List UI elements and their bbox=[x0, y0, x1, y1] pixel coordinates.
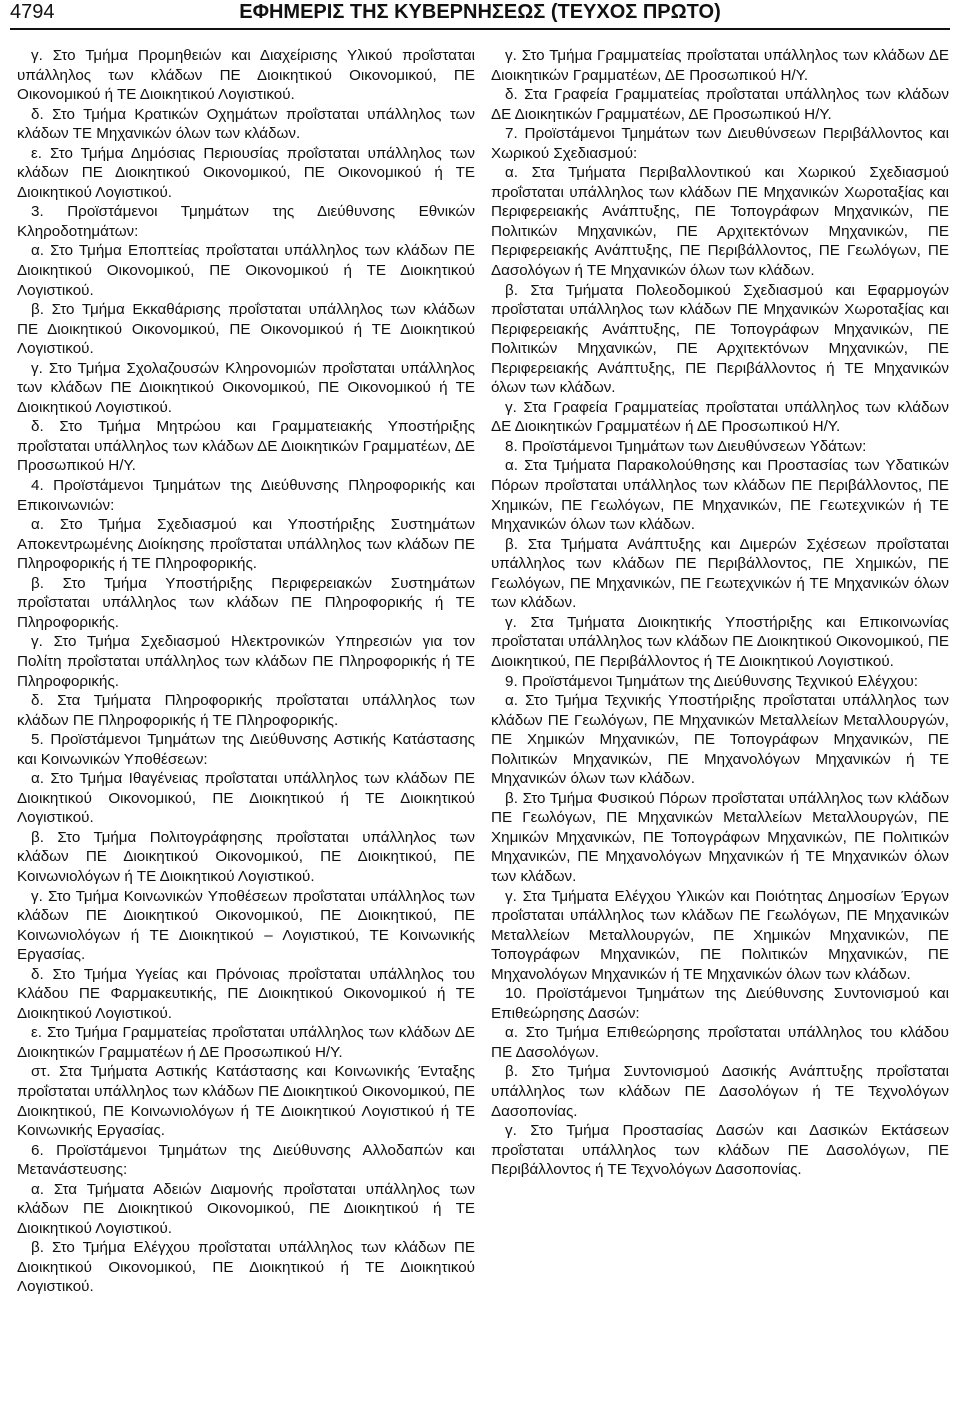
paragraph: β. Στο Τμήμα Εκκαθάρισης προΐσταται υπάλληλος των κλάδων ΠΕ Διοικητικού Οικονομικού, ΠΕ Οικονομικού ή ΤΕ Διοικητικού Λογιστικού. bbox=[17, 301, 475, 358]
paragraph: 8. Προϊστάμενοι Τμημάτων των Διευθύνσεων Υδάτων: bbox=[505, 437, 867, 455]
paragraph: β. Στο Τμήμα Συντονισμού Δασικής Ανάπτυξης προΐσταται υπάλληλος των κλάδων ΠΕ Δασολόγων ή ΤΕ Τεχνολόγων Δασοπονίας. bbox=[491, 1063, 949, 1120]
paragraph: 6. Προϊστάμενοι Τμημάτων της Διεύθυνσης Αλλοδαπών και Μετανάστευσης: bbox=[17, 1141, 475, 1179]
page-number: 4794 bbox=[10, 1, 55, 23]
paragraph: α. Στο Τμήμα Ιθαγένειας προΐσταται υπάλληλος των κλάδων ΠΕ Διοικητικού Οικονομικού, ΠΕ Διοικητικού ή ΤΕ Διοικητικού Λογιστικού. bbox=[17, 770, 475, 827]
page-header bbox=[10, 0, 950, 30]
paragraph: 10. Προϊστάμενοι Τμημάτων της Διεύθυνσης Συντονισμού και Επιθεώρησης Δασών: bbox=[491, 985, 949, 1022]
paragraph: δ. Στο Τμήμα Μητρώου και Γραμματειακής Υποστήριξης προΐσταται υπάλληλος των κλάδων ΔΕ Διοικητικών Γραμματέων, ΔΕ Προσωπικού Η/Υ. bbox=[17, 418, 475, 475]
paragraph: β. Στα Τμήματα Πολεοδομικού Σχεδιασμού και Εφαρμογών προΐσταται υπάλληλος των κλάδων ΠΕ Μηχανικών Χωροταξίας και Περιφερειακής Ανάπτυξης, ΠΕ Τοπογράφων Μηχανικών, ΠΕ Πολιτικών Μηχανικών, ΠΕ Αρχιτεκτόνων Μηχανικών, ΠΕ Περιφερειακής Ανάπτυξης, ΠΕ Περιβάλλοντος ή ΤΕ Μηχανικών όλων των κλάδων. bbox=[491, 281, 949, 397]
paragraph: δ. Στο Τμήμα Κρατικών Οχημάτων προΐσταται υπάλληλος των κλάδων ΤΕ Μηχανικών όλων των κλάδων. bbox=[17, 105, 475, 143]
paragraph: α. Στο Τμήμα Εποπτείας προΐσταται υπάλληλος των κλάδων ΠΕ Διοικητικού Οικονομικού, ΠΕ Οικονομικού ή ΤΕ Διοικητικού Λογιστικού. bbox=[17, 242, 475, 299]
paragraph: α. Στο Τμήμα Τεχνικής Υποστήριξης προΐσταται υπάλληλος των κλάδων ΠΕ Γεωλόγων, ΠΕ Μηχανικών Μεταλλείων Μεταλλουργών, ΠΕ Χημικών Μηχανικών, ΠΕ Τοπογράφων Μηχανικών, ΠΕ Πολιτικών Μηχανικών, ΠΕ Μηχανολόγων Μηχανικών ή ΤΕ Μηχανικών όλων των κλάδων. bbox=[491, 692, 949, 788]
paragraph: β. Στο Τμήμα Φυσικού Πόρων προΐσταται υπάλληλος των κλάδων ΠΕ Γεωλόγων, ΠΕ Μηχανικών Μεταλλείων Μεταλλουργών, ΠΕ Χημικών Μηχανικών, ΠΕ Τοπογράφων Μηχανικών, ΠΕ Πολιτικών Μηχανικών, ΠΕ Μηχανολόγων Μηχανικών ή ΤΕ Μηχανικών όλων των κλάδων. bbox=[491, 789, 949, 885]
paragraph: γ. Στο Τμήμα Κοινωνικών Υποθέσεων προΐσταται υπάλληλος των κλάδων ΠΕ Διοικητικού Οικονομικού, ΠΕ Διοικητικού, ΠΕ Κοινωνιολόγων ή ΤΕ Διοικητικού – Λογιστικού, ΤΕ Κοινωνικής Εργασίας. bbox=[17, 887, 475, 964]
paragraph: β. Στο Τμήμα Ελέγχου προΐσταται υπάλληλος των κλάδων ΠΕ Διοικητικού Οικονομικού, ΠΕ Διοικητικού ή ΤΕ Διοικητικού Λογιστικού. bbox=[17, 1239, 475, 1296]
paragraph: γ. Στο Τμήμα Σχεδιασμού Ηλεκτρονικών Υπηρεσιών για τον Πολίτη προΐσταται υπάλληλος των κλάδων ΠΕ Πληροφορικής ή ΤΕ Πληροφορικής. bbox=[17, 633, 475, 690]
paragraph: δ. Στο Τμήμα Υγείας και Πρόνοιας προΐσταται υπάλληλος του Κλάδου ΠΕ Φαρμακευτικής, ΠΕ Διοικητικού Οικονομικού ή ΤΕ Διοικητικού Λογιστικού. bbox=[17, 965, 475, 1022]
left-column bbox=[17, 46, 475, 1297]
paragraph: β. Στο Τμήμα Υποστήριξης Περιφερειακών Συστημάτων προΐσταται υπάλληλος των κλάδων ΠΕ Πληροφορικής ή ΤΕ Πληροφορικής. bbox=[17, 574, 475, 631]
paragraph: γ. Στο Τμήμα Προμηθειών και Διαχείρισης Υλικού προΐσταται υπάλληλος των κλάδων ΠΕ Διοικητικού Οικονομικού, ΠΕ Οικονομικού ή ΤΕ Διοικητικού Λογιστικού. bbox=[17, 47, 475, 104]
paragraph: 5. Προϊστάμενοι Τμημάτων της Διεύθυνσης Αστικής Κατάστασης και Κοινωνικών Υποθέσεων: bbox=[17, 731, 475, 768]
paragraph: ε. Στο Τμήμα Δημόσιας Περιουσίας προΐσταται υπάλληλος των κλάδων ΠΕ Διοικητικού Οικονομικού, ΠΕ Οικονομικού ή ΤΕ Διοικητικού Λογιστικού. bbox=[17, 144, 475, 201]
paragraph: γ. Στο Τμήμα Σχολαζουσών Κληρονομιών προΐσταται υπάλληλος των κλάδων ΠΕ Διοικητικού Οικονομικού, ΠΕ Οικονομικού ή ΤΕ Διοικητικού Λογιστικού. bbox=[17, 359, 475, 416]
paragraph: α. Στα Τμήματα Παρακολούθησης και Προστασίας των Υδατικών Πόρων προΐσταται υπάλληλος των κλάδων ΠΕ Περιβάλλοντος, ΠΕ Χημικών, ΠΕ Γεωλόγων, ΠΕ Μηχανικών, ΠΕ Γεωτεχνικών ή ΤΕ Μηχανικών όλων των κλάδων. bbox=[491, 457, 949, 534]
paragraph: ε. Στο Τμήμα Γραμματείας προΐσταται υπάλληλος των κλάδων ΔΕ Διοικητικών Γραμματέων ή ΔΕ Προσωπικού Η/Υ. bbox=[17, 1024, 475, 1061]
paragraph: γ. Στο Τμήμα Προστασίας Δασών και Δασικών Εκτάσεων προΐσταται υπάλληλος των κλάδων ΠΕ Δασολόγων, ΠΕ Περιβάλλοντος ή ΤΕ Τεχνολόγων Δασοπονίας. bbox=[491, 1122, 949, 1179]
paragraph: α. Στο Τμήμα Σχεδιασμού και Υποστήριξης Συστημάτων Αποκεντρωμένης Διοίκησης προΐσταται υπάλληλος των κλάδων ΠΕ Πληροφορικής ή ΤΕ Πληροφορικής. bbox=[17, 516, 475, 573]
paragraph: δ. Στα Τμήματα Πληροφορικής προΐσταται υπάλληλος των κλάδων ΠΕ Πληροφορικής ή ΤΕ Πληροφορικής. bbox=[17, 692, 475, 729]
right-column bbox=[491, 46, 949, 1180]
paragraph: β. Στα Τμήματα Ανάπτυξης και Διμερών Σχέσεων προΐσταται υπάλληλος των κλάδων ΠΕ Περιβάλλοντος, ΠΕ Χημικών, ΠΕ Γεωλόγων, ΠΕ Μηχανικών, ΠΕ Γεωτεχνικών ή ΤΕ Μηχανικών όλων των κλάδων. bbox=[491, 535, 949, 612]
paragraph: α. Στα Τμήματα Περιβαλλοντικού και Χωρικού Σχεδιασμού προΐσταται υπάλληλος των κλάδων ΠΕ Μηχανικών Χωροταξίας και Περιφερειακής Ανάπτυξης, ΠΕ Τοπογράφων Μηχανικών, ΠΕ Πολιτικών Μηχανικών, ΠΕ Αρχιτεκτόνων Μηχανικών, ΠΕ Περιφερειακής Ανάπτυξης, ΠΕ Περιβάλλοντος, ΠΕ Γεωλόγων, ΠΕ Δασολόγων ή ΤΕ Μηχανικών όλων των κλάδων. bbox=[491, 164, 949, 280]
paragraph: 7. Προϊστάμενοι Τμημάτων των Διευθύνσεων Περιβάλλοντος και Χωρικού Σχεδιασμού: bbox=[491, 125, 949, 162]
paragraph: στ. Στα Τμήματα Αστικής Κατάστασης και Κοινωνικής Ένταξης προΐσταται υπάλληλος των κλάδων ΠΕ Διοικητικού Οικονομικού, ΠΕ Διοικητικού, ΠΕ Κοινωνιολόγων ή ΤΕ Διοικητικού Λογιστικού ή ΤΕ Κοινωνικής Εργασίας. bbox=[17, 1063, 475, 1140]
header-rule bbox=[10, 28, 950, 30]
paragraph: γ. Στα Τμήματα Διοικητικής Υποστήριξης και Επικοινωνίας προΐσταται υπάλληλος των κλάδων ΠΕ Διοικητικού Οικονομικού, ΠΕ Διοικητικού, ΠΕ Περιβάλλοντος ή ΤΕ Διοικητικού Λογιστικού. bbox=[491, 613, 949, 670]
paragraph: 9. Προϊστάμενοι Τμημάτων της Διεύθυνσης Τεχνικού Ελέγχου: bbox=[505, 672, 918, 690]
paragraph: γ. Στα Γραφεία Γραμματείας προΐσταται υπάλληλος των κλάδων ΔΕ Διοικητικών Γραμματέων ή ΔΕ Προσωπικού Η/Υ. bbox=[491, 398, 949, 436]
paragraph: α. Στα Τμήματα Αδειών Διαμονής προΐσταται υπάλληλος των κλάδων ΠΕ Διοικητικού Οικονομικού, ΠΕ Διοικητικού ή ΤΕ Διοικητικού Λογιστικού. bbox=[17, 1180, 475, 1237]
gazette-title: ΕΦΗΜΕΡΙΣ ΤΗΣ ΚΥΒΕΡΝΗΣΕΩΣ (ΤΕΥΧΟΣ ΠΡΩΤΟ) bbox=[239, 1, 721, 23]
paragraph: γ. Στο Τμήμα Γραμματείας προΐσταται υπάλληλος των κλάδων ΔΕ Διοικητικών Γραμματέων, ΔΕ Προσωπικού Η/Υ. bbox=[491, 47, 949, 84]
paragraph: δ. Στα Γραφεία Γραμματείας προΐσταται υπάλληλος των κλάδων ΔΕ Διοικητικών Γραμματέων, ΔΕ Προσωπικού Η/Υ. bbox=[491, 86, 949, 123]
paragraph: α. Στο Τμήμα Επιθεώρησης προΐσταται υπάλληλος του κλάδου ΠΕ Δασολόγων. bbox=[491, 1024, 949, 1061]
paragraph: γ. Στα Τμήματα Ελέγχου Υλικών και Ποιότητας Δημοσίων Έργων προΐσταται υπάλληλος των κλάδων ΠΕ Γεωλόγων, ΠΕ Μηχανικών Μεταλλείων Μεταλλουργών, ΠΕ Χημικών Μηχανικών, ΠΕ Τοπογράφων Μηχανικών, ΠΕ Πολιτικών Μηχανικών, ΠΕ Μηχανολόγων Μηχανικών ή ΤΕ Μηχανικών όλων των κλάδων. bbox=[491, 887, 949, 983]
paragraph: 4. Προϊστάμενοι Τμημάτων της Διεύθυνσης Πληροφορικής και Επικοινωνιών: bbox=[17, 477, 475, 514]
paragraph: 3. Προϊστάμενοι Τμημάτων της Διεύθυνσης Εθνικών Κληροδοτημάτων: bbox=[17, 203, 475, 240]
paragraph: β. Στο Τμήμα Πολιτογράφησης προΐσταται υπάλληλος των κλάδων ΠΕ Διοικητικού Οικονομικού, ΠΕ Διοικητικού, ΠΕ Κοινωνιολόγων ή ΤΕ Διοικητικού Λογιστικού. bbox=[17, 828, 475, 885]
